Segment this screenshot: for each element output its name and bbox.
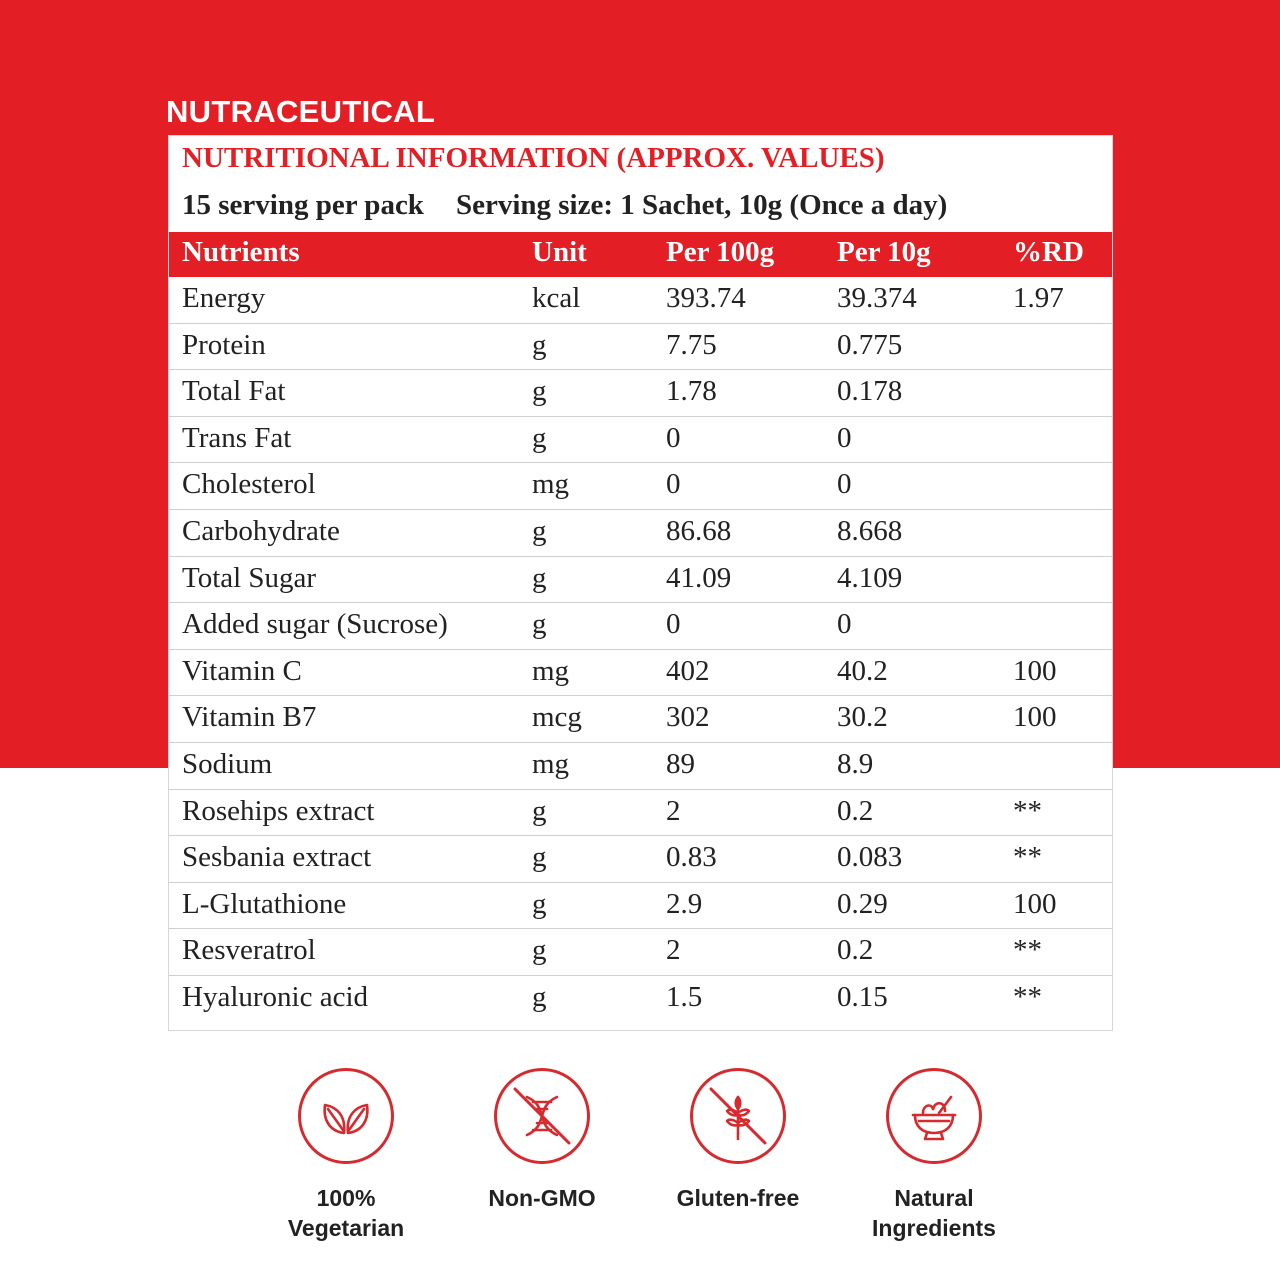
cell-per-100g: 393.74	[666, 282, 746, 314]
cell-unit: g	[532, 514, 547, 547]
cell-nutrient-name: Sesbania extract	[182, 841, 372, 874]
badge-label: Natural Ingredients	[872, 1185, 996, 1241]
cell-per-10g: 40.2	[837, 654, 888, 687]
table-row	[169, 790, 1112, 837]
table-row	[169, 976, 1112, 1023]
cell-nutrient-name: Vitamin C	[182, 654, 302, 687]
nutrition-panel	[168, 135, 1113, 1031]
table-row	[169, 836, 1112, 883]
cell-unit: mg	[532, 747, 570, 780]
table-row	[169, 929, 1112, 976]
header-rd: %RD	[1013, 236, 1084, 268]
cell-per-10g: 0.15	[837, 980, 888, 1013]
leaves-icon	[313, 1083, 379, 1149]
serving-info	[182, 189, 947, 222]
header-per-100g: Per 100g	[666, 236, 775, 268]
no-dna-icon	[509, 1083, 575, 1149]
badge-non-gmo	[442, 1068, 642, 1213]
cell-per-10g: 39.374	[837, 282, 917, 314]
cell-per-100g: 89	[666, 747, 695, 780]
cell-per-100g: 2.9	[666, 887, 703, 920]
table-row	[169, 463, 1112, 510]
cell-per-100g: 1.78	[666, 375, 717, 408]
cell-nutrient-name: Protein	[182, 328, 266, 361]
cell-per-10g: 0	[837, 421, 852, 454]
cell-unit: mg	[532, 468, 570, 501]
table-row	[169, 557, 1112, 604]
brand-heading: NUTRACEUTICAL	[166, 94, 436, 129]
cell-rd: **	[1013, 794, 1042, 827]
cell-per-100g: 7.75	[666, 328, 717, 361]
cell-unit: g	[532, 375, 547, 408]
cell-unit: g	[532, 887, 547, 920]
cell-per-10g: 0.29	[837, 887, 888, 920]
cell-nutrient-name: Trans Fat	[182, 421, 292, 454]
cell-nutrient-name: Resveratrol	[182, 934, 316, 967]
cell-per-100g: 86.68	[666, 514, 732, 547]
cell-nutrient-name: Rosehips extract	[182, 794, 375, 827]
cell-unit: g	[532, 608, 547, 641]
table-row	[169, 370, 1112, 417]
cell-unit: g	[532, 561, 547, 594]
cell-unit: g	[532, 934, 547, 967]
badge-label: Gluten-free	[676, 1185, 800, 1211]
servings-per-pack: 15 serving per pack	[182, 189, 424, 221]
cell-per-10g: 30.2	[837, 701, 888, 734]
cell-rd: 100	[1013, 654, 1057, 687]
cell-per-10g: 0.2	[837, 794, 874, 827]
cell-rd: **	[1013, 980, 1042, 1013]
cell-per-100g: 0	[666, 421, 681, 454]
table-body	[169, 277, 1112, 1023]
no-wheat-icon	[705, 1083, 771, 1149]
badge-gluten-free	[638, 1068, 838, 1213]
cell-per-10g: 0.083	[837, 841, 903, 874]
table-row	[169, 650, 1112, 697]
cell-nutrient-name: Added sugar (Sucrose)	[182, 608, 448, 641]
cell-per-10g: 0	[837, 468, 852, 501]
cell-rd: 1.97	[1013, 282, 1064, 314]
cell-per-10g: 8.668	[837, 514, 903, 547]
cell-per-100g: 2	[666, 794, 681, 827]
cell-nutrient-name: Vitamin B7	[182, 701, 317, 734]
table-row	[169, 417, 1112, 464]
table-row	[169, 324, 1112, 371]
table-row	[169, 696, 1112, 743]
cell-nutrient-name: Total Fat	[182, 375, 286, 408]
badge-label: 100% Vegetarian	[287, 1185, 405, 1241]
cell-unit: mcg	[532, 701, 582, 734]
cell-rd: **	[1013, 934, 1042, 967]
cell-rd: 100	[1013, 887, 1057, 920]
table-header	[169, 232, 1112, 277]
cell-per-100g: 402	[666, 654, 710, 687]
cell-per-10g: 0	[837, 608, 852, 641]
table-row	[169, 883, 1112, 930]
nutrition-title: NUTRITIONAL INFORMATION (APPROX. VALUES)	[182, 142, 885, 174]
cell-unit: g	[532, 421, 547, 454]
cell-per-100g: 0	[666, 608, 681, 641]
cell-rd: **	[1013, 841, 1042, 874]
cell-per-10g: 0.178	[837, 375, 903, 408]
cell-unit: g	[532, 794, 547, 827]
cell-unit: g	[532, 841, 547, 874]
badge-label: Non-GMO	[488, 1185, 596, 1211]
cell-per-10g: 0.775	[837, 328, 903, 361]
table-row	[169, 743, 1112, 790]
cell-per-100g: 0	[666, 468, 681, 501]
cell-nutrient-name: Carbohydrate	[182, 514, 340, 547]
header-per-10g: Per 10g	[837, 236, 931, 268]
cell-rd: 100	[1013, 701, 1057, 734]
badge-vegetarian	[246, 1068, 446, 1243]
cell-per-10g: 0.2	[837, 934, 874, 967]
cell-nutrient-name: Cholesterol	[182, 468, 316, 501]
cell-nutrient-name: Sodium	[182, 747, 273, 780]
header-unit: Unit	[532, 236, 587, 268]
cell-per-100g: 2	[666, 934, 681, 967]
cell-per-10g: 4.109	[837, 561, 903, 594]
cell-unit: mg	[532, 654, 570, 687]
table-row	[169, 510, 1112, 557]
cell-per-100g: 41.09	[666, 561, 732, 594]
header-nutrients: Nutrients	[182, 236, 300, 268]
badge-natural	[834, 1068, 1034, 1243]
table-row	[169, 277, 1112, 324]
cell-per-100g: 302	[666, 701, 710, 734]
cell-nutrient-name: Energy	[182, 282, 266, 314]
cell-unit: kcal	[532, 282, 581, 314]
cell-nutrient-name: Total Sugar	[182, 561, 317, 594]
cell-per-100g: 0.83	[666, 841, 717, 874]
cell-per-10g: 8.9	[837, 747, 874, 780]
cell-unit: g	[532, 328, 547, 361]
cell-unit: g	[532, 980, 547, 1013]
cell-per-100g: 1.5	[666, 980, 703, 1013]
table-row	[169, 603, 1112, 650]
mortar-pestle-icon	[901, 1083, 967, 1149]
cell-nutrient-name: Hyaluronic acid	[182, 980, 369, 1013]
serving-size: Serving size: 1 Sachet, 10g (Once a day)	[455, 189, 948, 221]
cell-nutrient-name: L-Glutathione	[182, 887, 347, 920]
